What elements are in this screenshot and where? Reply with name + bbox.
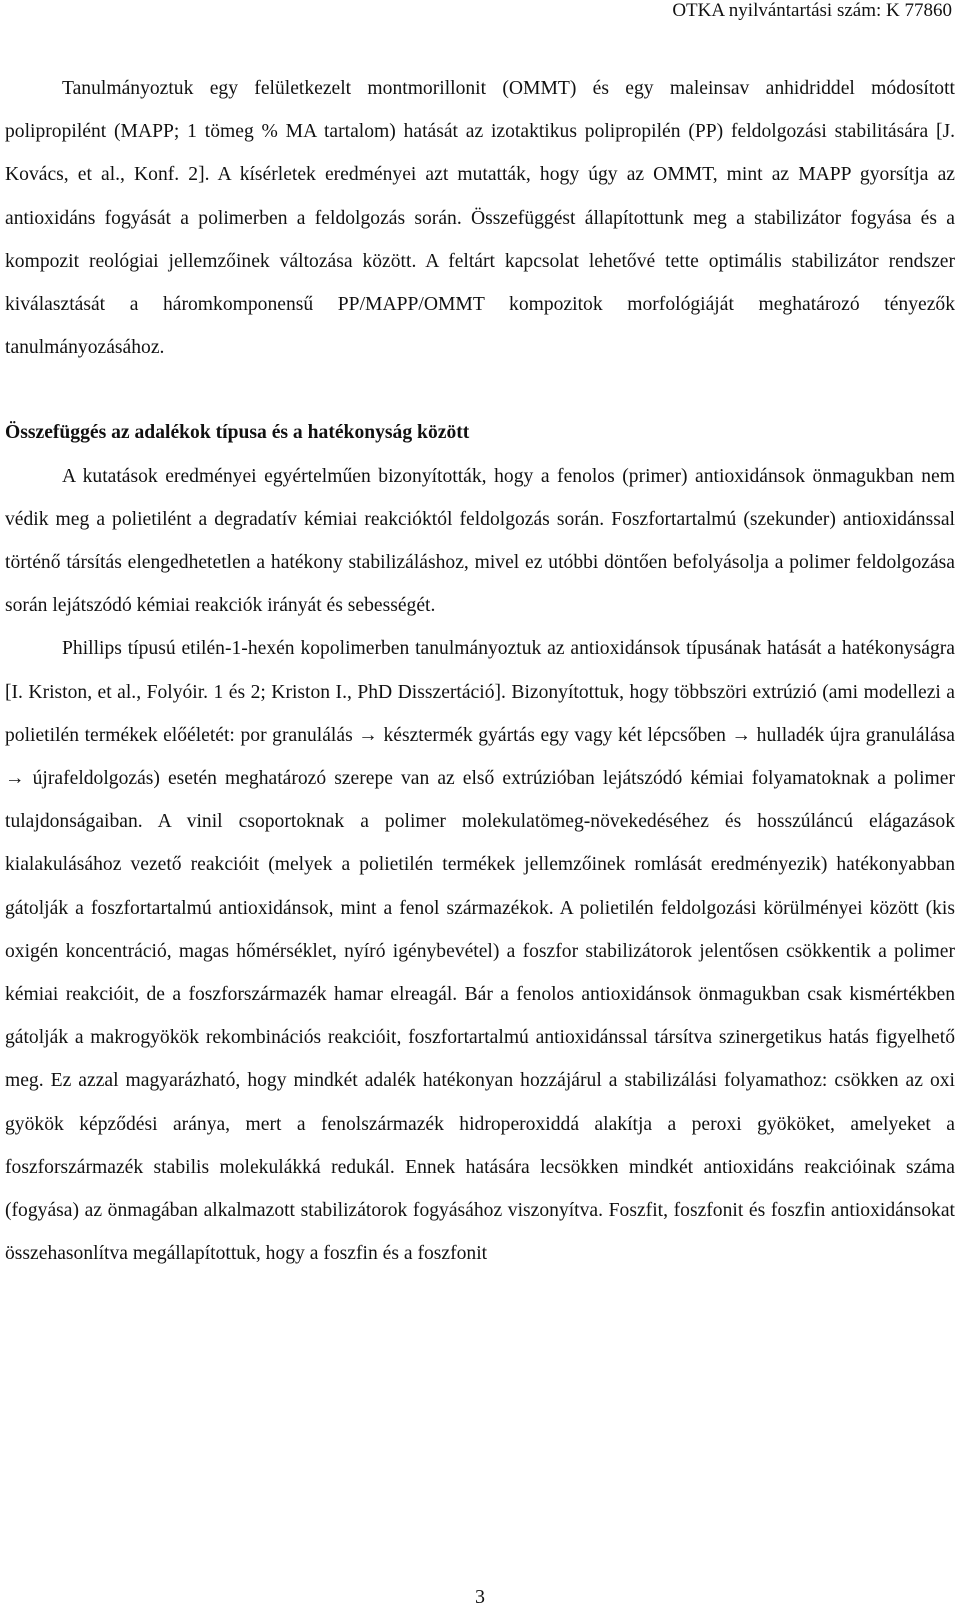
section-heading: Összefüggés az adalékok típusa és a hatékonyság között	[5, 422, 470, 444]
intro-paragraph: Tanulmányoztuk egy felületkezelt montmorillonit (OMMT) és egy maleinsav anhidriddel módosított polipropilént (MAPP; 1 tömeg % MA tartalom) hatását az izotaktikus polipropilén (PP) feldolgozási stabilitására [J. Kovács, et al., Konf. 2]. A kísérletek eredményei azt mutatták, hogy úgy az OMMT, mint az MAPP gyorsítja az antioxidáns fogyását a polimerben a feldolgozás során. Összefüggést állapítottunk meg a stabilizátor fogyása és a kompozit reológiai jellemzőinek változása között. A feltárt kapcsolat lehetővé tette optimális stabilizátor rendszer kiválasztását a háromkomponensű PP/MAPP/OMMT kompozitok morfológiáját meghatározó tényezők tanulmányozásához.	[5, 78, 955, 359]
document-body	[5, 67, 955, 1275]
body-paragraph-1: A kutatások eredményei egyértelműen bizonyították, hogy a fenolos (primer) antioxidánsok önmagukban nem védik meg a polietilént a degradatív kémiai reakcióktól feldolgozás során. Foszfortartalmú (szekunder) antioxidánssal történő társítás elengedhetetlen a hatékony stabilizáláshoz, mivel ez utóbbi döntően befolyásolja a polimer feldolgozása során lejátszódó kémiai reakciók irányát és sebességét.	[5, 465, 955, 617]
page-number: 3	[475, 1586, 485, 1608]
header-registration-number: OTKA nyilvántartási szám: K 77860	[672, 0, 952, 21]
paragraph-spacer	[5, 369, 955, 411]
body-paragraph-2: Phillips típusú etilén-1-hexén kopolimerben tanulmányoztuk az antioxidánsok típusának hatását a hatékonyságra [I. Kriston, et al., Folyóir. 1 és 2; Kriston I., PhD Disszertáció]. Bizonyítottuk, hogy többszöri extrúzió (ami modellezi a polietilén termékek előéletét: por granulálás → késztermék gyártás egy vagy két lépcsőben → hulladék újra granulálása → újrafeldolgozás) esetén meghatározó szerepe van az első extrúzióban lejátszódó kémiai folyamatoknak a polimer tulajdonságaiban. A vinil csoportoknak a polimer molekulatömeg-növekedéséhez és hosszúláncú elágazások kialakulásához vezető reakcióit (melyek a polietilén termékek jellemzőinek romlását eredményezik) hatékonyabban gátolják a foszfortartalmú antioxidánsok, mint a fenol származékok. A polietilén feldolgozási körülményei között (kis oxigén koncentráció, magas hőmérséklet, nyíró igénybevétel) a foszfor stabilizátorok jelentősen csökkentik a polimer kémiai reakcióit, de a foszforszármazék hamar elreagál. Bár a fenolos antioxidánsok önmagukban csak kismértékben gátolják a makrogyökök rekombinációs reakcióit, foszfortartalmú antioxidánssal társítva szinergetikus hatás figyelhető meg. Ez azzal magyarázható, hogy mindkét adalék hatékonyan hozzájárul a stabilizálási folyamathoz: csökken az oxi gyökök képződési aránya, mert a fenolszármazék hidroperoxiddá alakítja a peroxi gyököket, amelyeket a foszforszármazék stabilis molekulákká redukál. Ennek hatására lecsökken mindkét antioxidáns reakcióinak száma (fogyása) az önmagában alkalmazott stabilizátorok fogyásához viszonyítva. Foszfit, foszfonit és foszfin antioxidánsokat összehasonlítva megállapítottuk, hogy a foszfin és a foszfonit	[5, 638, 955, 1265]
